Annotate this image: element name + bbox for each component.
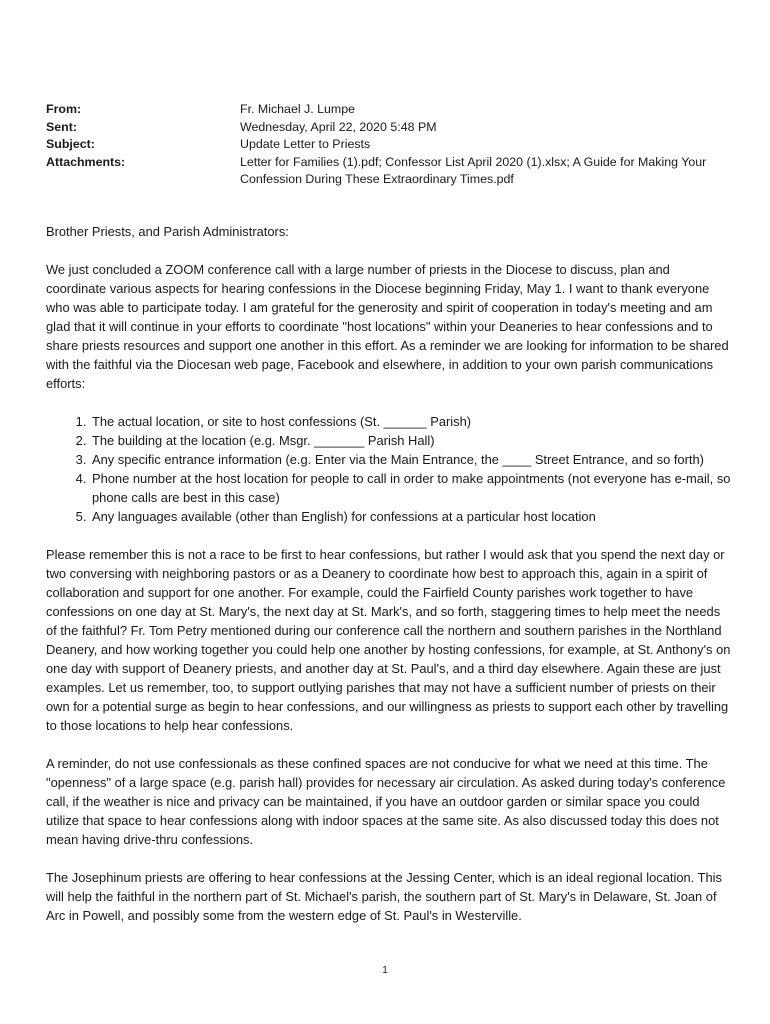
header-row-from [46, 101, 726, 119]
header-row-subject [46, 136, 726, 154]
header-row-sent [46, 119, 726, 137]
paragraph-1: We just concluded a ZOOM conference call with a large number of priests in the Diocese to discuss, plan and coordinate various aspects for hearing confessions in the Diocese beginning Friday, May 1. I want to thank everyone who was able to participate today. I am grateful for the generosity and spirit of cooperation in today's meeting and am glad that it will continue in your efforts to coordinate "host locations" within your Deaneries to hear confessions and to share priests resources and support one another in this effort. As a reminder we are looking for information to be shared with the faithful via the Diocesan web page, Facebook and elsewhere, in addition to your own parish communications efforts: [46, 262, 729, 391]
sent-label: Sent: [46, 119, 77, 134]
paragraph-2: Please remember this is not a race to be first to hear confessions, but rather I would ask that you spend the next day or two conversing with neighboring pastors or as a Deanery to coordinate how best to approach this, again in a spirit of collaboration and support for one another. For example, could the Fairfield County parishes work together to have confessions on one day at St. Mary's, the next day at St. Mark's, and so forth, staggering times to help meet the needs of the faithful? Fr. Tom Petry mentioned during our conference call the northern and southern parishes in the Northland Deanery, and how working together you could help one another by hosting confessions, for example, at St. Anthony's on one day with support of Deanery priests, and another day at St. Paul's, and a third day elsewhere. Again these are just examples. Let us remember, too, to support outlying parishes that may not have a sufficient number of priests on their own for a potential surge as begin to hear confessions, and our willingness as priests to support each other by travelling to those locations to help hear confessions. [46, 547, 731, 733]
sent-value: Wednesday, April 22, 2020 5:48 PM [240, 119, 437, 134]
page-number: 1 [382, 965, 388, 976]
list-item: 1. The actual location, or site to host confessions (St. ______ Parish) [90, 412, 732, 431]
header-row-attachments [46, 154, 726, 189]
email-header [46, 101, 726, 189]
list-item: 2. The building at the location (e.g. Msgr. _______ Parish Hall) [90, 431, 732, 450]
subject-label: Subject: [46, 137, 95, 151]
info-list [46, 412, 732, 526]
paragraph-4: The Josephinum priests are offering to hear confessions at the Jessing Center, which is an ideal regional location. This will help the faithful in the northern part of St. Michael's parish, the southern part of St. Mary's in Delaware, St. Joan of Arc in Powell, and possibly some from the western edge of St. Paul's in Westerville. [46, 870, 722, 923]
salutation: Brother Priests, and Parish Administrators: [46, 224, 289, 239]
list-item: 3. Any specific entrance information (e.g. Enter via the Main Entrance, the ____ Street Entrance, and so forth) [90, 450, 732, 469]
attachments-label: Attachments: [46, 154, 126, 169]
list-item: 4. Phone number at the host location for people to call in order to make appointments (not everyone has e-mail, so phone calls are best in this case) [90, 469, 732, 507]
list-item: 5. Any languages available (other than English) for confessions at a particular host location [90, 507, 732, 526]
attachments-value: Letter for Families (1).pdf; Confessor List April 2020 (1).xlsx; A Guide for Making Your Confession During These Extraordinary Times.pdf [240, 154, 707, 186]
subject-value: Update Letter to Priests [240, 137, 371, 151]
paragraph-3: A reminder, do not use confessionals as these confined spaces are not conducive for what we need at this time. The "openness" of a large space (e.g. parish hall) provides for necessary air circulation. As asked during today's conference call, if the weather is nice and privacy can be maintained, if you have an outdoor garden or similar space you could utilize that space to hear confessions along with indoor spaces at the same site. As also discussed today this does not mean having drive-thru confessions. [46, 756, 726, 847]
email-body [46, 222, 732, 944]
from-value: Fr. Michael J. Lumpe [240, 102, 356, 116]
from-label: From: [46, 102, 82, 116]
